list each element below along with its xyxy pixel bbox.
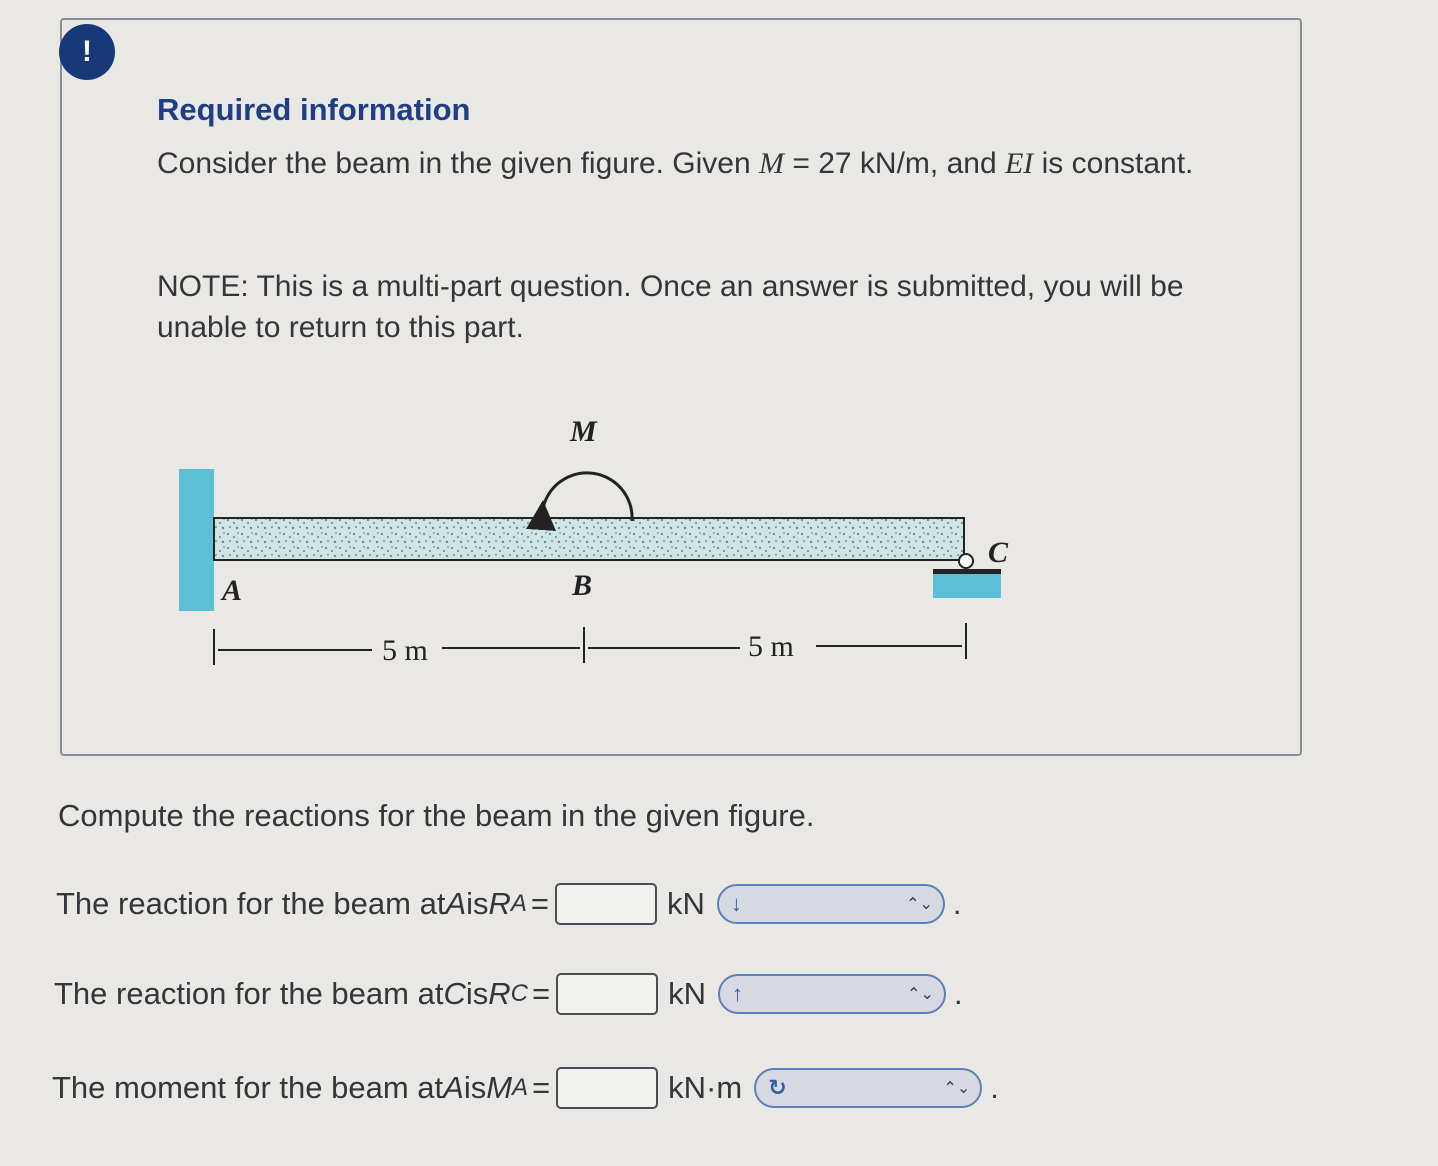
rc-value-input[interactable]: [556, 973, 658, 1015]
problem-statement: [157, 143, 1217, 184]
dim-label-bc: 5 m: [748, 630, 794, 663]
point-a-label: A: [222, 574, 243, 607]
moment-label: M: [570, 415, 597, 448]
statement-text-2: = 27 kN/m, and: [784, 147, 1005, 180]
answer-equals: =: [531, 976, 551, 1011]
beam-figure: [170, 405, 1030, 705]
answer-period: .: [953, 976, 963, 1011]
answer-prefix: The reaction for the beam at: [54, 976, 444, 1011]
roller-pin: [959, 554, 973, 568]
beam: [214, 518, 964, 560]
answer-subscript: A: [510, 890, 527, 917]
ra-value-input[interactable]: [555, 883, 657, 925]
ra-direction-select[interactable]: [717, 884, 945, 924]
applied-moment-arrow: [542, 473, 632, 521]
answer-period: .: [990, 1070, 999, 1105]
alert-icon: [59, 24, 115, 80]
multipart-note: NOTE: This is a multi-part question. Once an answer is submitted, you will be unable to return to this part.: [157, 270, 1184, 344]
fixed-wall-support: [179, 469, 214, 611]
answer-equals: =: [532, 1070, 551, 1105]
answer-subscript: C: [510, 980, 528, 1007]
answer-subscript: A: [512, 1074, 529, 1101]
answer-mid: is: [465, 976, 489, 1011]
answer-period: .: [952, 886, 962, 921]
answer-row-ra: [56, 880, 962, 928]
chevron-updown-icon: ⌃⌄: [943, 1080, 971, 1097]
rc-unit: kN: [668, 976, 706, 1011]
answer-mid: is: [466, 886, 489, 921]
answer-row-ma: [52, 1064, 999, 1112]
down-arrow-icon: ↓: [730, 891, 742, 916]
statement-var-m: M: [759, 147, 785, 180]
statement-var-ei: EI: [1004, 147, 1034, 180]
answer-symbol: R: [488, 976, 511, 1011]
point-c-label: C: [988, 536, 1009, 569]
answer-prefix: The moment for the beam at: [52, 1070, 444, 1105]
statement-text-1: Consider the beam in the given figure. Given: [157, 147, 760, 180]
chevron-updown-icon: ⌃⌄: [906, 896, 933, 913]
dim-label-ab: 5 m: [382, 634, 428, 667]
chevron-updown-icon: ⌃⌄: [907, 986, 934, 1003]
ma-direction-select[interactable]: [754, 1068, 982, 1108]
question-text: Compute the reactions for the beam in the given figure.: [58, 798, 815, 833]
answer-symbol: R: [488, 886, 511, 921]
answer-point: A: [445, 886, 467, 921]
clockwise-arrow-icon: ↻: [768, 1075, 787, 1100]
ra-unit: kN: [667, 886, 705, 921]
answer-mid: is: [463, 1070, 487, 1105]
ma-value-input[interactable]: [556, 1067, 658, 1109]
answer-prefix: The reaction for the beam at: [56, 886, 446, 921]
point-b-label: B: [572, 569, 593, 602]
roller-plate: [933, 569, 1001, 574]
rc-direction-select[interactable]: [718, 974, 946, 1014]
roller-ground: [933, 574, 1001, 598]
statement-text-3: is constant.: [1033, 147, 1194, 180]
info-title: Required information: [157, 92, 471, 127]
answer-point: A: [443, 1070, 464, 1105]
answer-equals: =: [530, 886, 550, 921]
alert-glyph: !: [82, 35, 92, 68]
answer-point: C: [443, 976, 466, 1011]
answer-symbol: M: [486, 1070, 513, 1105]
up-arrow-icon: ↑: [731, 981, 743, 1006]
ma-unit: kN·m: [668, 1070, 743, 1105]
answer-row-rc: [54, 970, 963, 1018]
